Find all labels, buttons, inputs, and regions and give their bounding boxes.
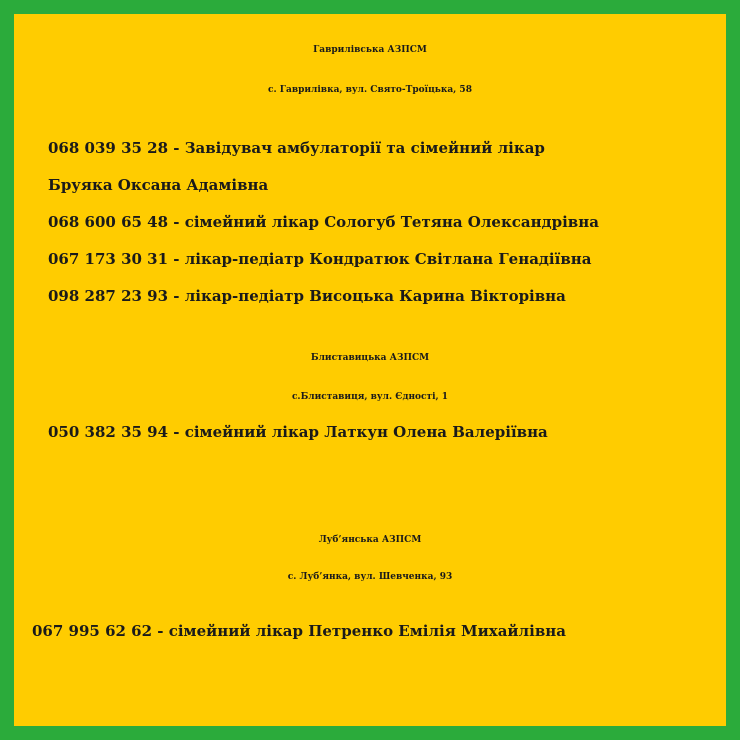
contact-line: 068 600 65 48 - сімейний лікар Сологуб Тетяна Олександрівна [48, 213, 599, 231]
contact-line: 050 382 35 94 - сімейний лікар Латкун Олена Валеріївна [48, 423, 548, 441]
contact-line: 067 995 62 62 - сімейний лікар Петренко Емілія Михайлівна [32, 622, 566, 640]
clinic-name-3: Луб’янська АЗПСМ [318, 535, 422, 545]
clinic-address-1: с. Гаврилівка, вул. Свято-Троїцька, 58 [268, 85, 472, 95]
info-card [14, 14, 726, 726]
clinic-address-3: с. Луб’янка, вул. Шевченка, 93 [287, 572, 453, 582]
contact-line: 098 287 23 93 - лікар-педіатр Висоцька Карина Вікторівна [48, 287, 566, 305]
clinic-name-2: Блиставицька АЗПСМ [310, 353, 430, 363]
contact-line: 067 173 30 31 - лікар-педіатр Кондратюк Світлана Генадіївна [48, 250, 592, 268]
clinic-address-2: с.Блиставиця, вул. Єдності, 1 [291, 392, 449, 402]
clinic-name-1: Гаврилівська АЗПСМ [313, 45, 427, 55]
contact-line: 068 039 35 28 - Завідувач амбулаторії та сімейний лікар [48, 139, 545, 157]
contact-line: Бруяка Оксана Адамівна [48, 176, 269, 194]
